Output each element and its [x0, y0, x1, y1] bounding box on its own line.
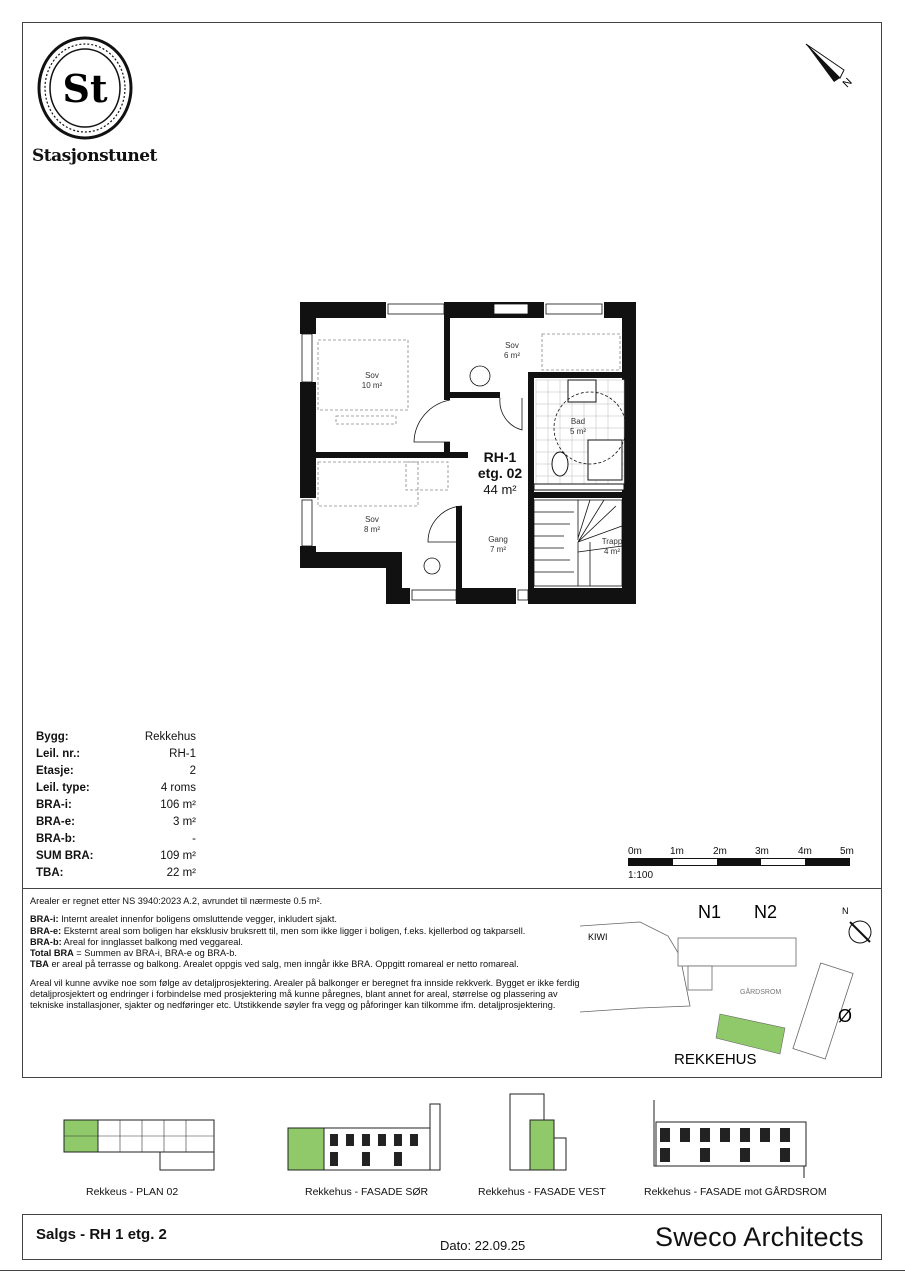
- bottom-rule: [0, 1270, 905, 1271]
- room-area: 4 m²: [604, 547, 620, 556]
- scale-bar: [628, 846, 858, 886]
- thumb-caption: Rekkehus - FASADE SØR: [305, 1186, 429, 1198]
- room-name: Trapp: [601, 537, 623, 546]
- sheet-title: Salgs - RH 1 etg. 2: [36, 1226, 167, 1243]
- site-north-icon: [842, 906, 871, 943]
- info-key: Leil. type:: [36, 782, 90, 794]
- room-area: 7 m²: [490, 545, 506, 554]
- info-key: TBA:: [36, 867, 64, 879]
- architect-brand: Sweco Architects: [655, 1222, 864, 1252]
- scale-ratio: 1:100: [628, 870, 654, 881]
- unit-code: RH-1: [483, 449, 517, 465]
- info-value: 106 m²: [160, 799, 196, 811]
- floor-plan: [296, 296, 640, 608]
- info-key: BRA-b:: [36, 833, 76, 845]
- info-value: -: [192, 833, 196, 845]
- scale-tick: 3m: [755, 846, 769, 857]
- info-value: 109 m²: [160, 850, 196, 862]
- site-label-n2: N2: [754, 902, 778, 922]
- thumb-caption: Rekkehus - FASADE VEST: [478, 1186, 606, 1198]
- info-key: BRA-e:: [36, 816, 75, 828]
- thumb-plan: [60, 1108, 220, 1178]
- info-key: SUM BRA:: [36, 850, 94, 862]
- sheet-date: Dato: 22.09.25: [440, 1238, 526, 1253]
- site-map: [580, 896, 880, 1076]
- unit-floor: etg. 02: [477, 465, 523, 481]
- divider-notes: [22, 888, 882, 889]
- rekkehus-highlight: [716, 1014, 785, 1054]
- room-area: 5 m²: [570, 427, 586, 436]
- logo-name: Stasjonstunet: [32, 146, 157, 166]
- site-label-gardsrom: GÅRDSROM: [740, 989, 782, 996]
- info-key: Bygg:: [36, 731, 69, 743]
- thumb-caption: Rekkehus - FASADE mot GÅRDSROM: [644, 1186, 827, 1198]
- room-area: 6 m²: [504, 351, 520, 360]
- info-key: Etasje:: [36, 765, 74, 777]
- room-name: Sov: [365, 371, 379, 380]
- thumb-fasade-vest: [500, 1090, 580, 1180]
- notes-intro: Arealer er regnet etter NS 3940:2023 A.2, avrundet til nærmeste 0.5 m².: [30, 896, 323, 906]
- room-area: 8 m²: [364, 525, 380, 534]
- logo-monogram: St: [62, 66, 108, 111]
- room-name: Gang: [488, 535, 508, 544]
- site-label-rekkehus: REKKEHUS: [674, 1051, 757, 1068]
- room-name: Bad: [570, 417, 586, 426]
- thumb-fasade-sor: [284, 1098, 444, 1178]
- room-name: Sov: [505, 341, 519, 350]
- info-value: Rekkehus: [144, 731, 196, 743]
- info-key: Leil. nr.:: [36, 748, 81, 760]
- info-value: 22 m²: [166, 867, 196, 879]
- scale-tick: 0m: [628, 846, 642, 857]
- scale-tick: 2m: [713, 846, 727, 857]
- site-label-o: Ø: [838, 1006, 853, 1026]
- area-notes: Arealer er regnet etter NS 3940:2023 A.2, avrundet til nærmeste 0.5 m². BRA-i: Internt arealet innenfor boligens omsluttende vegger, inkludert sjakt. BRA-e: Eksternt areal som boligen har eksklusiv bruksrett til, men som ikke ligger i boligen, f.eks. kjellerbod og takparsell. BRA-b: Areal for innglasset balkong med veggareal. Total BRA = Summen av BRA-i, BRA-e og BRA-b. TBA er areal på terrasse og balkong. Arealet oppgis ved salg, men inngår ikke BRA. Oppgitt romareal er netto romareal. Areal vil kunne avvike noe som følge av detaljprosjektering. Arealer på balkonger er beregnet fra innside rekkverk. Bygget er ikke ferdig detaljprosjektert og endringer i forbindelse med prosjektering må kunne påregnes, blant annet for areal, størrelse og plassering av tekniske installasjoner, sjakter og nedføringer etc. Utstikkende søyler fra vegg og påforinger kan tilkomme ifm. detaljprosjektering.: [30, 896, 590, 1019]
- room-area: 10 m²: [361, 381, 383, 390]
- info-value: 2: [189, 765, 196, 777]
- scale-tick: 5m: [840, 846, 854, 857]
- thumb-caption: Rekkeus - PLAN 02: [86, 1186, 179, 1198]
- site-label-n1: N1: [698, 902, 722, 922]
- north-arrow-icon: [800, 40, 860, 100]
- info-key: BRA-i:: [36, 799, 72, 811]
- notes-disclaimer: Areal vil kunne avvike noe som følge av detaljprosjektering. Arealer på balkonger er beregnet fra innside rekkverk. Bygget er ikke ferdig detaljprosjektert og endringer i forbindelse med prosjektering må kunne påregnes, blant annet for areal, størrelse og plassering av tekniske installasjoner, sjakter og nedføringer etc. Utstikkende søyler fra vegg og påforinger kan tilkomme ifm. detaljprosjektering.: [30, 977, 580, 1011]
- svg-text:N: N: [842, 906, 849, 916]
- scale-tick: 1m: [670, 846, 684, 857]
- site-label-kiwi: KIWI: [588, 932, 608, 942]
- thumb-fasade-gardsrom: [646, 1098, 826, 1178]
- info-value: RH-1: [169, 748, 196, 760]
- north-label: N: [840, 76, 855, 91]
- info-value: 3 m²: [173, 816, 196, 828]
- scale-tick: 4m: [798, 846, 812, 857]
- info-value: 4 roms: [160, 782, 196, 794]
- room-name: Sov: [365, 515, 379, 524]
- unit-area: 44 m²: [483, 482, 517, 497]
